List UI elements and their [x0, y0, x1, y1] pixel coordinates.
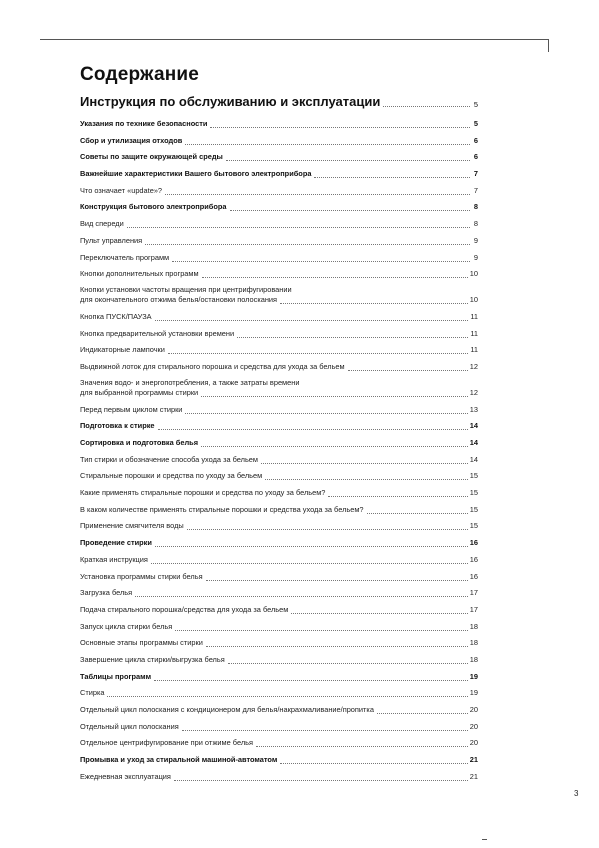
- toc-entry[interactable]: [80, 672, 478, 682]
- toc-entry-page: 21: [469, 755, 478, 765]
- toc-entry-text: Сбор и утилизация отходов: [80, 135, 183, 145]
- toc-entry[interactable]: [80, 345, 478, 355]
- toc-entry[interactable]: [80, 312, 478, 322]
- toc-entry-page: 9: [473, 252, 478, 262]
- leader-dots: [155, 320, 469, 321]
- toc-entry-page: 20: [469, 721, 478, 731]
- leader-dots: [158, 429, 468, 430]
- toc-entry[interactable]: [80, 521, 478, 531]
- leader-dots: [185, 144, 470, 145]
- toc-entry-text: Конструкция бытового электроприбора: [80, 202, 227, 212]
- toc-entry-page: 14: [469, 421, 478, 431]
- toc-entry[interactable]: [80, 455, 478, 465]
- toc-entry[interactable]: [80, 505, 478, 515]
- leader-dots: [174, 780, 468, 781]
- toc-main-heading[interactable]: [80, 93, 478, 110]
- toc-entry-page: 19: [469, 688, 478, 698]
- leader-dots: [328, 496, 467, 497]
- toc-entry-text: Какие применять стиральные порошки и средства по уходу за бельем?: [80, 488, 326, 498]
- toc-entry[interactable]: [80, 588, 478, 598]
- leader-dots: [135, 596, 468, 597]
- toc-entry[interactable]: [80, 738, 478, 748]
- toc-entry-text: Переключатель программ: [80, 252, 170, 262]
- toc-entry[interactable]: [80, 405, 478, 415]
- leader-dots: [185, 413, 467, 414]
- leader-dots: [168, 353, 468, 354]
- page-number: 3: [574, 789, 579, 798]
- leader-dots: [348, 370, 468, 371]
- toc-entry-text: Кнопки дополнительных программ: [80, 269, 199, 279]
- toc-entry[interactable]: [80, 471, 478, 481]
- toc-entry[interactable]: [80, 555, 478, 565]
- toc-entry-text: Индикаторные лампочки: [80, 345, 165, 355]
- toc-entry[interactable]: [80, 169, 478, 179]
- corner-rule: [548, 39, 549, 52]
- toc-entry[interactable]: [80, 772, 478, 782]
- leader-dots: [201, 446, 468, 447]
- toc-entry-page: 7: [473, 185, 478, 195]
- leader-dots: [127, 227, 470, 228]
- toc-entry[interactable]: [80, 152, 478, 162]
- toc-entry[interactable]: [80, 572, 478, 582]
- toc-entry-page: 11: [470, 311, 478, 321]
- leader-dots: [165, 194, 470, 195]
- toc-entry-text: Стирка: [80, 688, 105, 698]
- toc-entry-text: Краткая инструкция: [80, 554, 148, 564]
- toc-entry-page: 16: [469, 538, 478, 548]
- leader-dots: [151, 563, 468, 564]
- toc-entry-page: 17: [469, 588, 478, 598]
- toc-entry-page: 15: [469, 488, 478, 498]
- leader-dots: [383, 106, 470, 107]
- toc-entry[interactable]: [80, 488, 478, 498]
- leader-dots: [291, 613, 467, 614]
- toc-entry-page: 16: [469, 571, 478, 581]
- toc-entry-page: 6: [473, 152, 478, 162]
- toc-entry-page: 12: [469, 387, 478, 397]
- toc-entry-text: Пульт управления: [80, 235, 143, 245]
- toc-entry-page: 18: [469, 654, 478, 664]
- toc-entry[interactable]: [80, 378, 478, 398]
- toc-entry-page: 15: [469, 521, 478, 531]
- toc-entry-text: Отдельный цикл полоскания: [80, 721, 179, 731]
- toc-entry[interactable]: [80, 136, 478, 146]
- toc-entry-text: Советы по защите окружающей среды: [80, 152, 223, 162]
- leader-dots: [265, 479, 468, 480]
- leader-dots: [377, 713, 468, 714]
- toc-entry-page: 21: [469, 771, 478, 781]
- toc-entry-page: 15: [469, 471, 478, 481]
- leader-dots: [256, 746, 468, 747]
- toc-entry-page: 9: [473, 235, 478, 245]
- toc-entry-text: Таблицы программ: [80, 671, 152, 681]
- toc-entry[interactable]: [80, 119, 478, 129]
- toc-entry[interactable]: [80, 285, 478, 305]
- leader-dots: [145, 244, 470, 245]
- leader-dots: [182, 730, 468, 731]
- footer-mark: [482, 839, 487, 840]
- toc-entry-text: Перед первым циклом стирки: [80, 404, 183, 414]
- table-of-contents: [80, 93, 478, 782]
- leader-dots: [280, 303, 468, 304]
- toc-entry[interactable]: [80, 755, 478, 765]
- toc-entry-page: 12: [469, 361, 478, 371]
- toc-entry[interactable]: [80, 688, 478, 698]
- toc-entry-text: Кнопка предварительной установки времени: [80, 328, 235, 338]
- leader-dots: [201, 396, 468, 397]
- leader-dots: [314, 177, 470, 178]
- toc-entry-text: Ежедневная эксплуатация: [80, 771, 171, 781]
- toc-entry-page: 6: [473, 135, 478, 145]
- leader-dots: [280, 763, 467, 764]
- toc-entry-page: 18: [469, 621, 478, 631]
- toc-entry[interactable]: [80, 362, 478, 372]
- toc-entry[interactable]: [80, 202, 478, 212]
- toc-entry-text: Отдельный цикл полоскания с кондиционером для белья/накрахмаливание/пропитка: [80, 705, 374, 714]
- toc-entry-text: Промывка и уход за стиральной машиной-автоматом: [80, 755, 278, 765]
- toc-entry[interactable]: [80, 236, 478, 246]
- toc-entry-text: Что означает «update»?: [80, 185, 163, 195]
- toc-entry-page: 14: [469, 454, 478, 464]
- leader-dots: [367, 513, 468, 514]
- toc-entry-text: Тип стирки и обозначение способа ухода за бельем: [80, 454, 258, 464]
- toc-entry-page: 10: [469, 269, 478, 279]
- toc-entry[interactable]: [80, 655, 478, 665]
- leader-dots: [237, 337, 468, 338]
- toc-entry-page: 11: [470, 345, 478, 355]
- toc-entry-page: 14: [469, 438, 478, 447]
- toc-entry-page: 18: [469, 638, 478, 648]
- toc-entry[interactable]: [80, 538, 478, 548]
- toc-entry[interactable]: [80, 269, 478, 279]
- toc-entry-text: Вид спереди: [80, 219, 124, 229]
- toc-entry-text: Кнопка ПУСК/ПАУЗА: [80, 311, 152, 321]
- toc-entry-text: Сортировка и подготовка белья: [80, 438, 199, 447]
- toc-entry-text: В каком количестве применять стиральные порошки и средства ухода за бельем?: [80, 504, 364, 514]
- toc-entry[interactable]: [80, 219, 478, 229]
- toc-entry-page: 5: [473, 119, 478, 128]
- leader-dots: [230, 210, 471, 211]
- toc-entry-text: Установка программы стирки белья: [80, 571, 203, 581]
- toc-entry[interactable]: [80, 329, 478, 339]
- page-title: Содержание: [80, 64, 200, 85]
- toc-entry[interactable]: [80, 253, 478, 263]
- leader-dots: [187, 529, 468, 530]
- toc-entry-page: 13: [469, 404, 478, 414]
- toc-entry-text: Проведение стирки: [80, 538, 152, 548]
- toc-entry-page: 8: [473, 219, 478, 229]
- leader-dots: [226, 160, 470, 161]
- toc-entry[interactable]: [80, 438, 478, 448]
- toc-entry-text: Запуск цикла стирки белья: [80, 621, 173, 631]
- toc-entry-page: 16: [469, 554, 478, 564]
- leader-dots: [107, 696, 467, 697]
- top-rule: [40, 39, 548, 40]
- toc-entry-page: 8: [473, 202, 478, 212]
- toc-entry-text: Выдвижной лоток для стирального порошка и средства для ухода за бельем: [80, 361, 345, 371]
- toc-entry-text-continued: для выбранной программы стирки: [80, 387, 199, 397]
- toc-entry[interactable]: [80, 186, 478, 196]
- toc-entry[interactable]: [80, 705, 478, 715]
- toc-entry[interactable]: [80, 421, 478, 431]
- leader-dots: [206, 646, 468, 647]
- toc-entry-text: Стиральные порошки и средства по уходу за бельем: [80, 471, 263, 481]
- toc-entry-page: 15: [469, 504, 478, 514]
- toc-entry[interactable]: [80, 722, 478, 732]
- toc-entry-page: 7: [473, 169, 478, 179]
- toc-entry[interactable]: [80, 622, 478, 632]
- toc-main-heading-text: Инструкция по обслуживанию и эксплуатации: [80, 94, 381, 109]
- toc-entry-text: Подача стирального порошка/средства для ухода за бельем: [80, 604, 289, 614]
- toc-entry-page: 20: [469, 705, 478, 714]
- toc-entry-text: Загрузка белья: [80, 588, 133, 598]
- toc-entry-text: Подготовка к стирке: [80, 421, 155, 431]
- toc-entry-page: 10: [469, 295, 478, 305]
- leader-dots: [202, 277, 468, 278]
- toc-entry-page: 17: [469, 604, 478, 614]
- leader-dots: [172, 261, 470, 262]
- leader-dots: [210, 127, 470, 128]
- toc-entry-text: Указания по технике безопасности: [80, 119, 208, 128]
- toc-entry-text: Значения водо- и энергопотребления, а также затраты времени: [80, 377, 300, 387]
- leader-dots: [206, 580, 468, 581]
- leader-dots: [155, 546, 468, 547]
- toc-entry-page: 11: [470, 328, 478, 338]
- toc-entry-text: Применение смягчителя воды: [80, 521, 184, 531]
- toc-main-heading-page: 5: [473, 100, 478, 109]
- toc-entry-text-continued: для окончательного отжима белья/остановки полоскания: [80, 295, 278, 305]
- toc-entry-text: Отдельное центрифугирование при отжиме белья: [80, 738, 253, 748]
- leader-dots: [154, 680, 468, 681]
- toc-entry-text: Завершение цикла стирки/выгрузка белья: [80, 654, 225, 664]
- toc-entry[interactable]: [80, 605, 478, 615]
- toc-entry[interactable]: [80, 638, 478, 648]
- leader-dots: [175, 630, 468, 631]
- toc-entry-page: 20: [469, 738, 478, 748]
- toc-entry-text: Важнейшие характеристики Вашего бытового электроприбора: [80, 169, 312, 179]
- toc-entry-text: Кнопки установки частоты вращения при центрифугировании: [80, 285, 292, 295]
- toc-entry-text: Основные этапы программы стирки: [80, 638, 203, 648]
- leader-dots: [228, 663, 468, 664]
- leader-dots: [261, 463, 468, 464]
- toc-entry-page: 19: [469, 671, 478, 681]
